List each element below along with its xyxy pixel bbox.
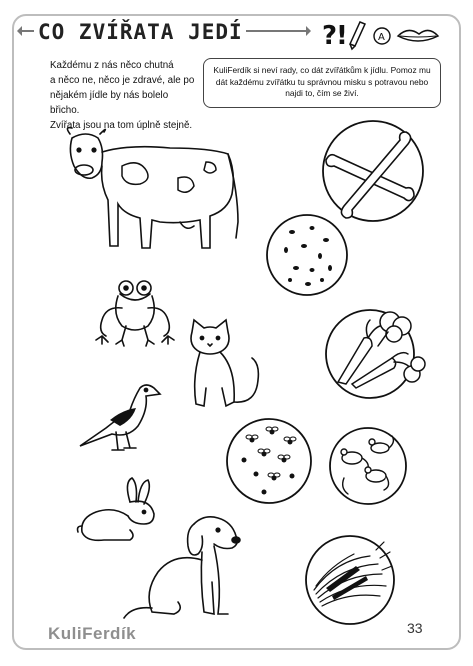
header-icons bbox=[316, 12, 446, 52]
intro-line: Každému z nás něco chutná bbox=[50, 60, 174, 71]
cat-illustration bbox=[186, 318, 276, 418]
page-title: CO ZVÍŘATA JEDÍ bbox=[38, 20, 243, 44]
seeds-bowl bbox=[262, 210, 352, 300]
svg-text:?: ? bbox=[322, 21, 338, 51]
bird-illustration bbox=[76, 380, 166, 456]
flies-bowl bbox=[222, 414, 316, 508]
title-wrap bbox=[34, 16, 247, 48]
exclamation-icon bbox=[336, 21, 348, 51]
cow-illustration bbox=[60, 122, 250, 262]
grass-bowl bbox=[296, 530, 404, 628]
vegetables-bowl bbox=[318, 302, 428, 402]
dog-illustration bbox=[118, 512, 248, 624]
brand-logo: KuliFerdík bbox=[48, 624, 137, 643]
question-mark-icon bbox=[322, 21, 337, 51]
intro-line: nějakém jídle by nás bolelo břicho. bbox=[50, 90, 169, 116]
frog-illustration bbox=[92, 278, 178, 348]
svg-text:!: ! bbox=[336, 21, 348, 51]
intro-line: Zvířata jsou na tom úplně stejně. bbox=[50, 120, 193, 131]
page-number: 33 bbox=[407, 620, 423, 636]
title-arrow-right bbox=[246, 30, 310, 32]
svg-text:A: A bbox=[378, 32, 385, 43]
mice-bowl bbox=[326, 424, 410, 508]
hint-box: KuliFerdík si neví rady, co dát zvířátkům k jídlu. Pomoz mu dát každému zvířátku tu správnou misku s potravou nebo najdi to, čím se živí. bbox=[203, 58, 441, 108]
intro-line: a něco ne, něco je zdravé, ale po bbox=[50, 75, 195, 86]
